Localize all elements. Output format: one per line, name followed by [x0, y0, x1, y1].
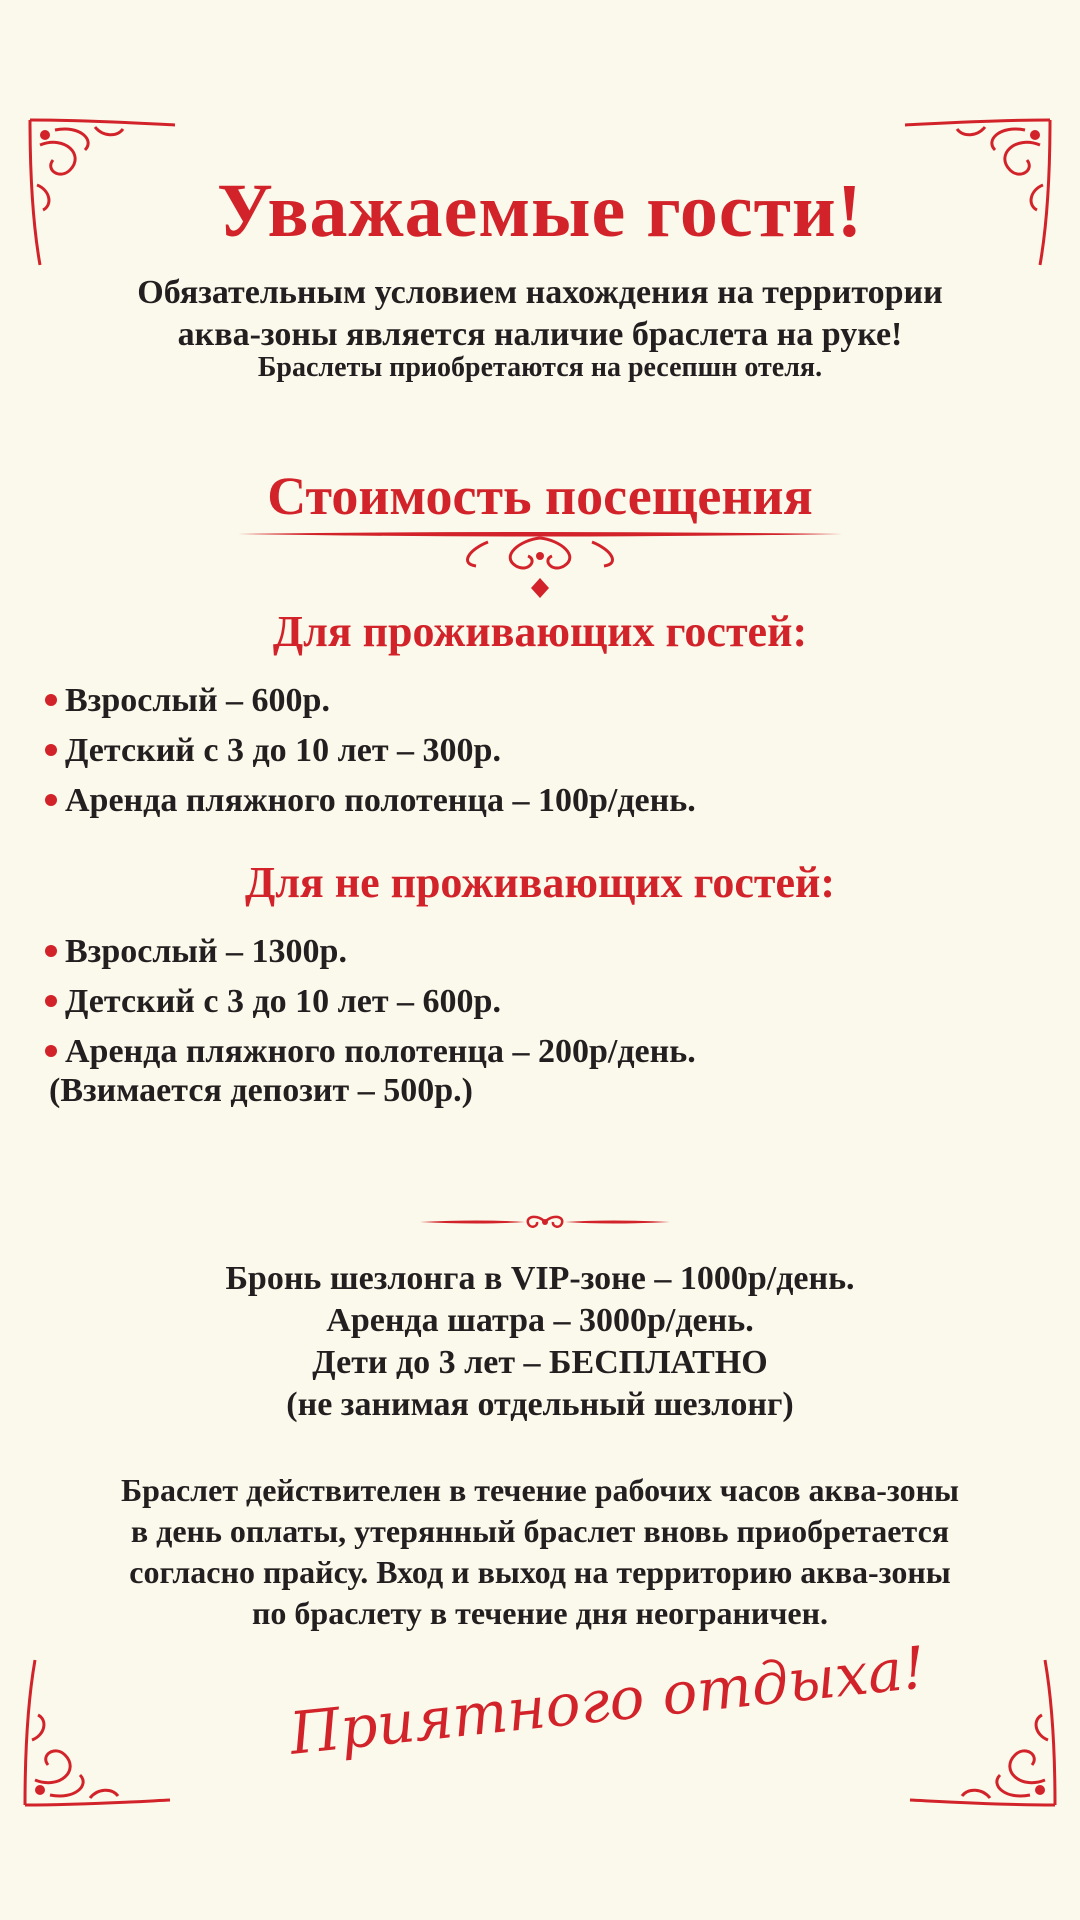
non-residents-heading: Для не проживающих гостей: [244, 858, 836, 907]
prices-heading: Стоимость посещения [267, 466, 813, 526]
extra-line-vip: Бронь шезлонга в VIP-зоне – 1000р/день. [225, 1260, 855, 1297]
extra-line-tent: Аренда шатра – 3000р/день. [326, 1302, 754, 1339]
note-line: по браслету в течение дня неограничен. [251, 1595, 829, 1631]
note-line: согласно прайсу. Вход и выход на территорию аква-зоны [129, 1554, 951, 1590]
list-item [45, 676, 696, 726]
list-item [45, 726, 696, 776]
list-item [45, 776, 696, 826]
intro-line: Обязательным условием нахождения на территории [137, 274, 943, 311]
extra-line-children: Дети до 3 лет – БЕСПЛАТНО [312, 1344, 768, 1381]
intro-subtext: Браслеты приобретаются на ресепшн отеля. [257, 352, 823, 383]
residents-heading: Для проживающих гостей: [272, 607, 808, 656]
deposit-note: (Взимается депозит – 500р.) [49, 1072, 473, 1109]
closing-message: Приятного отдыха! [286, 1633, 929, 1768]
list-item [45, 927, 696, 977]
list-item-text: Аренда пляжного полотенца – 200р/день. [65, 1033, 696, 1070]
list-item [45, 1027, 696, 1077]
bullet-icon [45, 744, 57, 756]
residents-price-list [45, 676, 696, 826]
intro-line: аква-зоны является наличие браслета на руке! [177, 316, 903, 353]
divider-flourish-icon [238, 528, 842, 600]
extra-line-condition: (не занимая отдельный шезлонг) [286, 1386, 794, 1423]
intro-text [0, 272, 1080, 356]
bullet-icon [45, 794, 57, 806]
small-divider-icon [420, 1210, 670, 1234]
list-item-text: Детский с 3 до 10 лет – 600р. [65, 983, 501, 1020]
note-line: Браслет действителен в течение рабочих часов аква-зоны [121, 1472, 959, 1508]
extra-services [0, 1258, 1080, 1426]
note-line: в день оплаты, утерянный браслет вновь приобретается [130, 1513, 950, 1549]
page-title: Уважаемые гости! [216, 169, 864, 253]
list-item-text: Взрослый – 600р. [65, 682, 330, 719]
list-item [45, 977, 696, 1027]
corner-ornament-bottom-left-icon [20, 1650, 180, 1810]
bullet-icon [45, 694, 57, 706]
list-item-text: Аренда пляжного полотенца – 100р/день. [65, 782, 696, 819]
non-residents-price-list [45, 927, 696, 1077]
list-item-text: Детский с 3 до 10 лет – 300р. [65, 732, 501, 769]
bullet-icon [45, 945, 57, 957]
bracelet-note [0, 1470, 1080, 1634]
bullet-icon [45, 1045, 57, 1057]
bullet-icon [45, 995, 57, 1007]
list-item-text: Взрослый – 1300р. [65, 933, 347, 970]
